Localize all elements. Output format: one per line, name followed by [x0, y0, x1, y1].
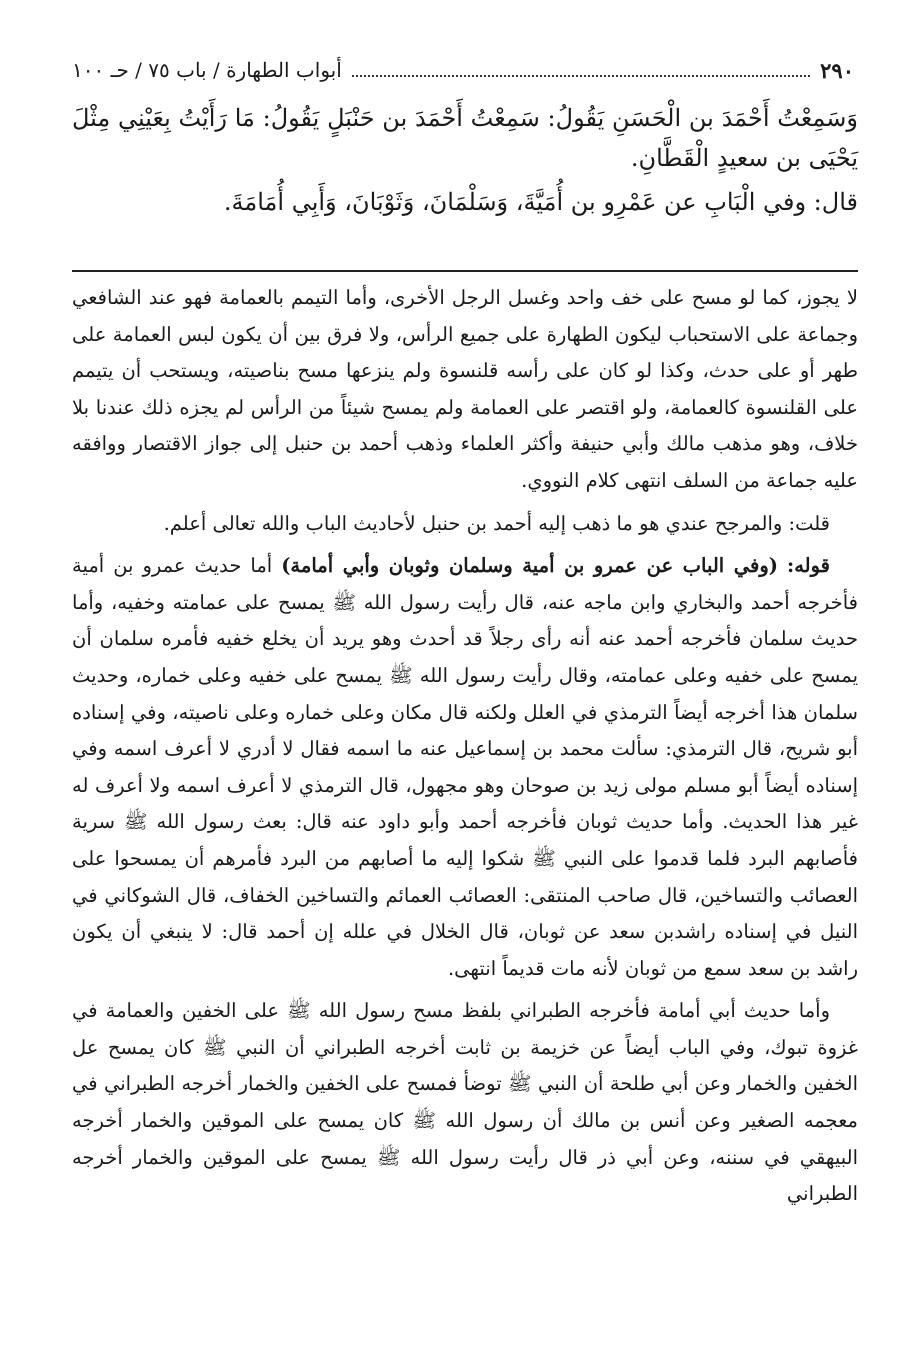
commentary-text [72, 280, 858, 1213]
footnote-divider [72, 270, 858, 272]
header-dotted-leader [352, 63, 810, 77]
running-title: أبواب الطهارة / باب ٧٥ / حـ ١٠٠ [72, 58, 342, 82]
commentary-paragraph-3 [72, 548, 858, 987]
hadith-paragraph-1: وَسَمِعْتُ أَحْمَدَ بن الْحَسَنِ يَقُولُ: سَمِعْتُ أَحْمَدَ بن حَنْبَلٍ يَقُولُ: مَا رَأَيْتُ بِعَيْنِي مِثْلَ يَحْيَى بن سعيدٍ الْقَطَّانِ. [72, 104, 858, 172]
commentary-paragraph-3-body: أما حديث عمرو بن أمية فأخرجه أحمد والبخاري وابن ماجه عنه، قال رأيت رسول الله ﷺ يمسح على عمامته وخفيه، وأما حديث سلمان فأخرجه أحمد عنه أنه رأى رجلاً قد أحدث وهو يريد أن يخلع خفيه فأمره سلمان أن يمسح على خفيه وعلى عمامته، وقال رأيت رسول الله ﷺ يمسح على خفيه وعلى خماره، وحديث سلمان هذا أخرجه أيضاً الترمذي في العلل ولكنه قال مكان وعلى خماره وعلى ناصيته، وفي إسناده أبو شريح، قال الترمذي: سألت محمد بن إسماعيل عنه ما اسمه فقال لا أدري لا أعرف اسمه وفي إسناده أيضاً أبو مسلم مولى زيد بن صوحان وهو مجهول، قال الترمذي لا أعرف اسمه ولا أعرف له غير هذا الحديث. وأما حديث ثوبان فأخرجه أحمد وأبو داود عنه قال: بعث رسول الله ﷺ سرية فأصابهم البرد فلما قدموا على النبي ﷺ شكوا إليه ما أصابهم من البرد فأمرهم أن يمسحوا على العصائب والتساخين، قال صاحب المنتقى: العصائب العمائم والتساخين الخفاف، قال الشوكاني في النيل في إسناده راشدبن سعد عن ثوبان، قال الخلال في علله إن أحمد قال: لا ينبغي أن يكون راشد بن سعد سمع من ثوبان لأنه مات قديماً انتهى. [72, 554, 858, 980]
hadith-paragraph-2: قال: وفي الْبَابِ عن عَمْرِو بن أُمَيَّةَ، وَسَلْمَانَ، وَثَوْبَانَ، وَأَبِي أُمَامَةَ. [223, 188, 858, 216]
commentary-paragraph-1: لا يجوز، كما لو مسح على خف واحد وغسل الرجل الأخرى، وأما التيمم بالعمامة فهو عند الشافعي وجماعة على الاستحباب ليكون الطهارة على جميع الرأس، ولا فرق بين أن يكون لبس العمامة على طهر أو على حدث، وكذا لو كان على رأسه قلنسوة ولم ينزعها مسح بناصيته، ويستحب أن يتيمم على القلنسوة كالعمامة، ولو اقتصر على العمامة ولم يمسح شيئاً من الرأس لم يجزه ذلك عندنا بلا خلاف، وهو مذهب مالك وأبي حنيفة وأكثر العلماء وذهب أحمد بن حنبل إلى جواز الاقتصار ووافقه عليه جماعة من السلف انتهى كلام النووي. [72, 286, 858, 492]
commentary-quoted-heading: (وفي الباب عن عمرو بن أمية وسلمان وثوبان وأبي أمامة) [281, 554, 778, 578]
commentary-paragraph-4: وأما حديث أبي أمامة فأخرجه الطبراني بلفظ مسح رسول الله ﷺ على الخفين والعمامة في غزوة تبوك، وفي الباب أيضاً عن خزيمة بن ثابت أخرجه الطبراني أن النبي ﷺ كان يمسح عل الخفين والخمار وعن أبي طلحة أن النبي ﷺ توضأ فمسح على الخفين والخمار أخرجه الطبراني في معجمه الصغير وعن أنس بن مالك أن رسول الله ﷺ كان يمسح على الموقين والخمار أخرجه البيهقي في سننه، وعن أبي ذر قال رأيت رسول الله ﷺ يمسح على الموقين والخمار أخرجه الطبراني [72, 999, 858, 1206]
hadith-text [72, 98, 858, 222]
page-header [72, 52, 854, 88]
page-number: ٢٩٠ [820, 57, 854, 83]
commentary-lead-word: قوله: [787, 554, 830, 578]
commentary-paragraph-2: قلت: والمرجح عندي هو ما ذهب إليه أحمد بن حنبل لأحاديث الباب والله تعالى أعلم. [163, 511, 830, 535]
